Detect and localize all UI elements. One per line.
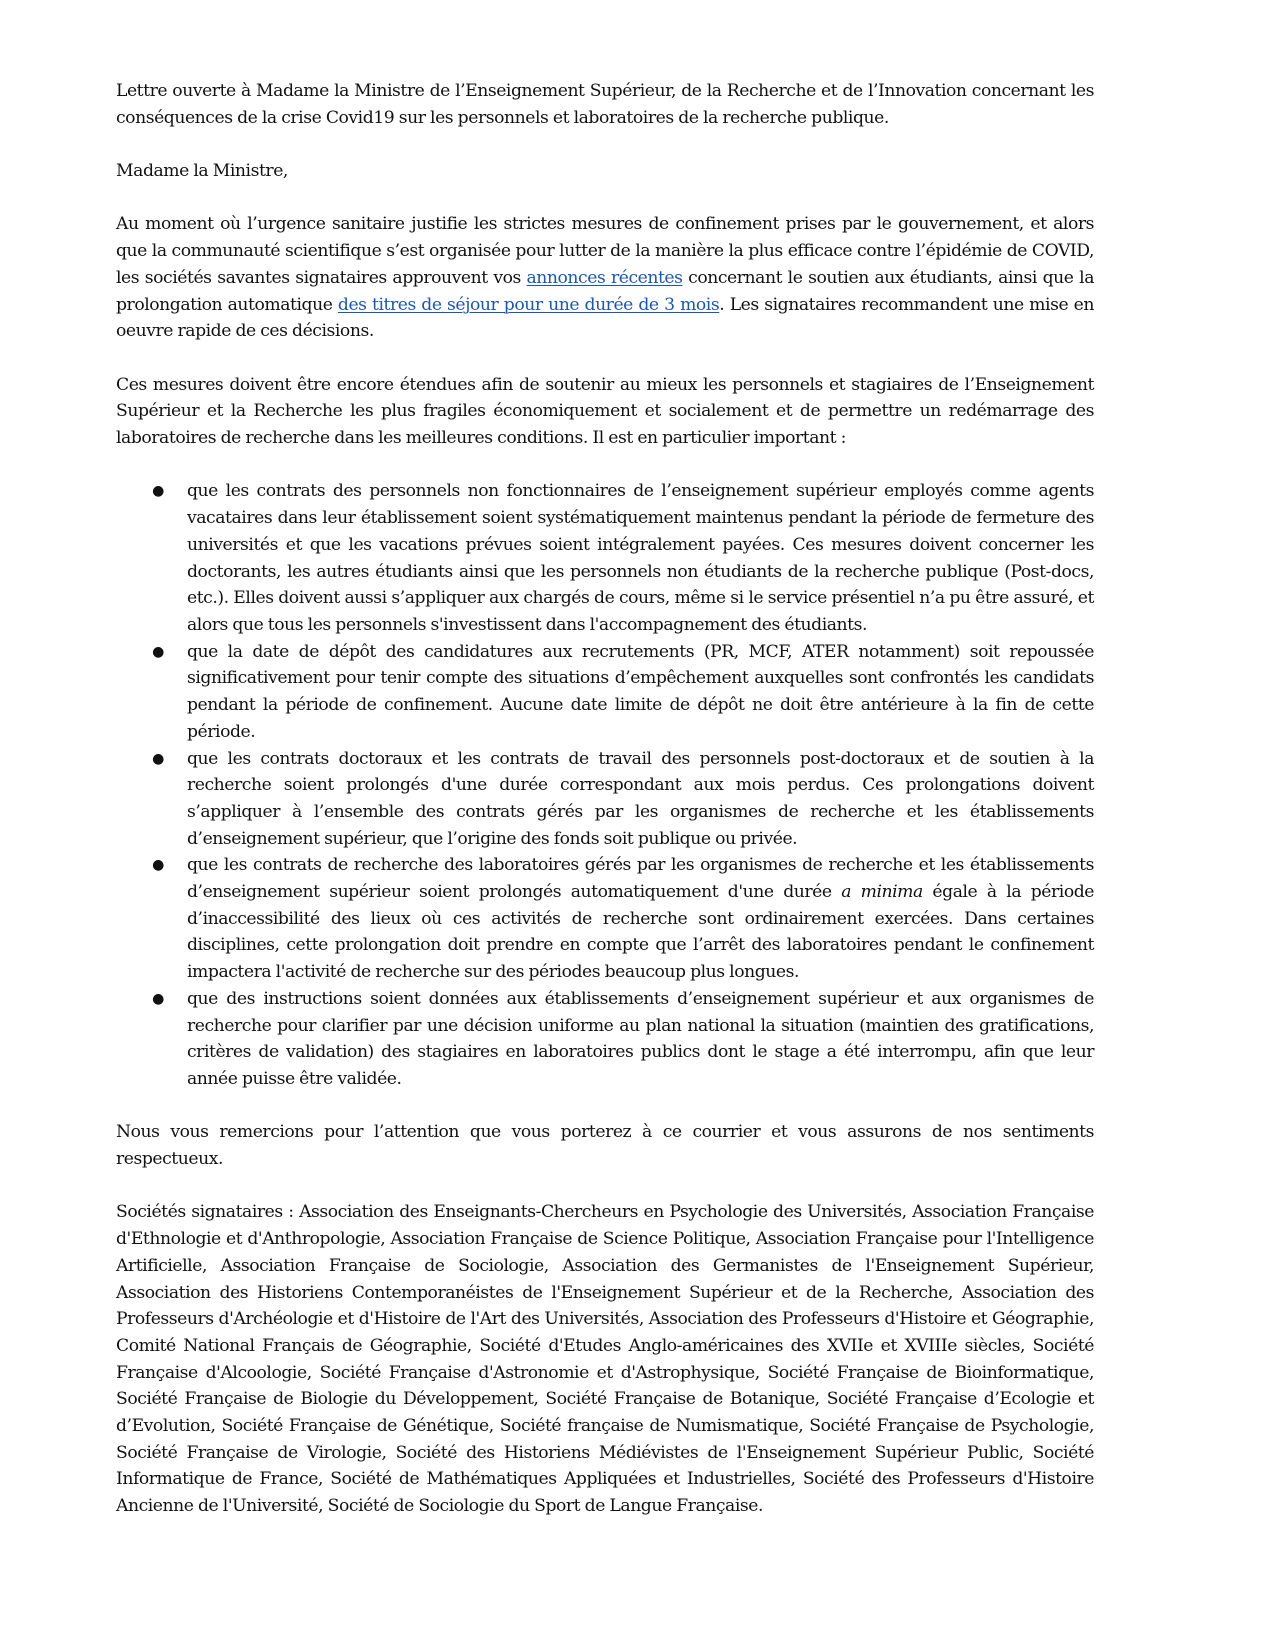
spacer [116,452,1094,479]
list-item [116,746,1094,853]
closing-paragraph: Nous vous remercions pour l’attention que vous porterez à ce courrier et vous assurons de nos sentiments respectueux. [116,1122,1094,1170]
signatories-paragraph [116,1199,1094,1519]
list-item-text [187,855,1094,982]
link-annonces-recentes[interactable]: annonces récentes [526,267,683,288]
paragraph-measures: Ces mesures doivent être encore étendues afin de soutenir au mieux les personnels et stagiaires de l’Enseignement Supérieur et la Recherche les plus fragiles économiquement et socialement et de permettre un redémarrage des laboratoires de recherche dans les meilleures conditions. Il est en particulier important : [116,374,1094,449]
list-item-text: que les contrats des personnels non fonctionnaires de l’enseignement supérieur employés comme agents vacataires dans leur établissement soient systématiquement maintenus pendant la période de fermeture des universités et que les vacations prévues soient intégralement payées. Ces mesures doivent concerner les doctorants, les autres étudiants ainsi que les personnels non étudiants de la recherche publique (Post-docs, etc.). Elles doivent aussi s’appliquer aux chargés de cours, même si le service présentiel n’a pu être assuré, et alors que tous les personnels s'investissent dans l'accompagnement des étudiants. [187,481,1094,635]
demands-list [116,478,1094,1092]
letter-title: Lettre ouverte à Madame la Ministre de l’Enseignement Supérieur, de la Recherche et de l’Innovation concernant les conséquences de la crise Covid19 sur les personnels et laboratoires de la recherche publique. [116,81,1094,128]
link-titres-de-sejour[interactable]: des titres de séjour pour une durée de 3 mois [337,294,720,315]
bullet-icon: ● [152,483,164,500]
spacer [116,345,1094,372]
signatories-label: Sociétés signataires : [116,1202,300,1223]
spacer [116,1173,1094,1200]
italic-a-minima: a minima [841,882,923,903]
list-item-text: que la date de dépôt des candidatures aux recrutements (PR, MCF, ATER notamment) soit repoussée significativement pour tenir compte des situations d’empêchement auxquelles sont confrontés les candidats pendant la période de confinement. Aucune date limite de dépôt ne doit être antérieure à la fin de cette période. [187,641,1094,742]
list-item-text-start: que les contrats de recherche des laboratoires gérés par les organismes de recherche et les établissements d’enseignement supérieur soient prolongés automatiquement d'une durée [187,855,1094,903]
list-item-text-end: égale à la période d’inaccessibilité des lieux où ces activités de recherche sont ordinairement exercées. Dans certaines disciplines, cette prolongation doit prendre en compte que l’arrêt des laboratoires pendant le confinement impactera l'activité de recherche sur des périodes beaucoup plus longues. [187,882,1095,983]
list-item [116,478,1094,638]
list-item [116,852,1094,986]
list-item-text: que des instructions soient données aux établissements d’enseignement supérieur et aux organismes de recherche pour clarifier par une décision uniforme au plan national la situation (maintien des gratifications, critères de validation) des stagiaires en laboratoires publics dont le stage a été interrompu, afin que leur année puisse être validée. [187,988,1094,1089]
spacer [116,131,1094,158]
intro-text-start: Au moment où l’urgence sanitaire justifie les strictes mesures de confinement prises par le gouvernement, et alors que la communauté scientifique s’est organisée pour lutter de la manière la plus efficace contre l’épidémie de COVID, les sociétés savantes signataires approuvent vos [116,214,1094,288]
bullet-icon: ● [152,990,164,1007]
spacer [116,1093,1094,1120]
intro-text-end: . Les signataires recommandent une mise en oeuvre rapide de ces décisions. [116,294,1094,342]
paragraph-intro [116,211,1094,345]
spacer [116,185,1094,212]
bullet-icon: ● [152,750,164,767]
salutation: Madame la Ministre, [116,161,288,182]
list-item-text: que les contrats doctoraux et les contrats de travail des personnels post-doctoraux et de soutien à la recherche soient prolongés d'une durée correspondant aux mois perdus. Ces prolongations doivent s’appliquer à l’ensemble des contrats gérés par les organismes de recherche et les établissements d’enseignement supérieur, que l’origine des fonds soit publique ou privée. [187,748,1094,849]
intro-text-middle: concernant le soutien aux étudiants, ainsi que la prolongation automatique [116,267,1094,315]
bullet-icon: ● [152,643,164,660]
bullet-icon: ● [152,857,164,874]
list-item [116,639,1094,746]
list-item [116,986,1094,1093]
signatories-list: Association des Enseignants-Chercheurs en Psychologie des Universités, Association Française d'Ethnologie et d'Anthropologie, Association Française de Science Politique, Association Française pour l'Intelligence Artificielle, Association Française de Sociologie, Association des Germanistes de l'Enseignement Supérieur, Association des Historiens Contemporanéistes de l'Enseignement Supérieur et de la Recherche, Association des Professeurs d'Archéologie et d'Histoire de l'Art des Universités, Association des Professeurs d'Histoire et Géographie, Comité National Français de Géographie, Société d'Etudes Anglo-américaines des XVIIe et XVIIIe siècles, Société Française d'Alcoologie, Société Française d'Astronomie et d'Astrophysique, Société Française de Bioinformatique, Société Française de Biologie du Développement, Société Française de Botanique, Société Française d’Ecologie et d’Evolution, Société Française de Génétique, Société française de Numismatique, Société Française de Psychologie, Société Française de Virologie, Société des Historiens Médiévistes de l'Enseignement Supérieur Public, Société Informatique de France, Société de Mathématiques Appliquées et Industrielles, Société des Professeurs d'Histoire Ancienne de l'Université, Société de Sociologie du Sport de Langue Française. [116,1202,1094,1517]
letter-page [116,78,1094,1520]
